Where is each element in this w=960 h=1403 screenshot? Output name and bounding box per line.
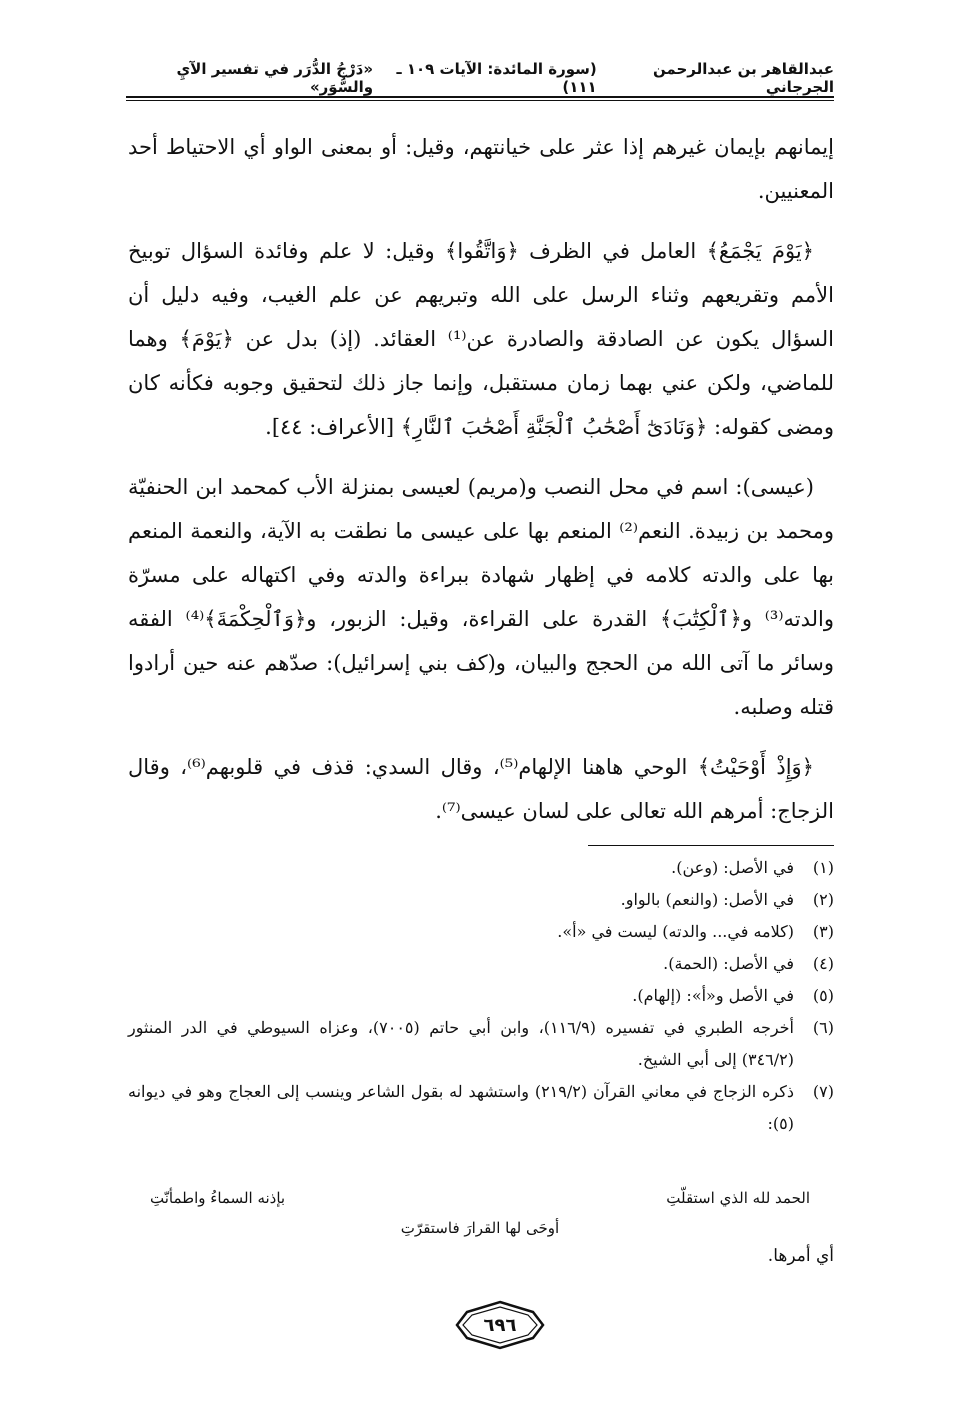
footnote-number: (١) [812, 858, 834, 877]
footnote-text: في الأصل: (الحمة). [663, 954, 794, 973]
footnote [128, 1076, 834, 1140]
footnote-text: في الأصل: (وعن). [671, 858, 794, 877]
paragraph-3: (عيسى): اسم في محل النصب و(مريم) لعيسى بمنزلة الأب كمحمد ابن الحنفيّة ومحمد بن زبيدة. النعم⁽²⁾ المنعم بها على عيسى ما نطقت به الآية، والنعمة المنعم بها على والدته كلامه في إظهار شهادة ببراءة والدته وفي اكتهاله على مسرّة والدته⁽³⁾ و﴿ٱلْكِتَٰبَ﴾ القدرة على القراءة، وقيل: الزبور، و﴿وَٱلْحِكْمَةَ﴾⁽⁴⁾ الفقه وسائر ما آتى الله من الحجج والبيان، و(كف بني إسرائيل): صدّهم عنه حين أرادوا قتله وصلبه. [128, 475, 835, 719]
footnote [128, 916, 834, 948]
header-rule-thin [126, 100, 834, 101]
paragraph-4: ﴿وَإِذْ أَوْحَيْتُ﴾ الوحي هاهنا الإلهام⁽⁵⁾، وقال السدي: قذف في قلوبهم⁽⁶⁾، وقال الزجاج: أمرهم الله تعالى على لسان عيسى⁽⁷⁾. [128, 755, 834, 823]
footnote [128, 948, 834, 980]
footnote-number: (٦) [812, 1018, 834, 1037]
footnote-text: ذكره الزجاج في معاني القرآن (٢١٩/٢) واستشهد له بقول الشاعر وينسب إلى العجاج وهو في ديوانه (٥): [128, 1082, 794, 1133]
poem-hemistich-1: الحمد لله الذي استقلّتِ [666, 1189, 810, 1207]
footnote [128, 980, 834, 1012]
poem-verse [150, 1183, 810, 1243]
footnote-number: (٧) [812, 1082, 834, 1101]
footnote [128, 1012, 834, 1076]
page-number: ٦٩٦ [483, 1314, 517, 1336]
footnotes [128, 852, 834, 1140]
footnote-text: في الأصل و«أ»: (إلهام). [632, 986, 794, 1005]
poem-line-2: أوحَى لها القرارَ فاستقرّتِ [400, 1219, 560, 1237]
footnote-continuation: أي أمرها. [767, 1246, 834, 1266]
footnote-number: (٢) [812, 890, 834, 909]
footnote-text: في الأصل: (والنعم) بالواو. [620, 890, 794, 909]
footnote [128, 884, 834, 916]
paragraph-1: إيمانهم بإيمان غيرهم إذا عثر على خيانتهم، وقيل: أو بمعنى الواو أي الاحتياط أحد المعنيين. [128, 135, 834, 203]
footnote-number: (٤) [812, 954, 834, 973]
running-header [126, 58, 834, 98]
header-section: (سورة المائدة: الآيات ١٠٩ ـ ١١١) [396, 60, 597, 96]
poem-hemistich-2: بإذنه السماءُ واطمأنّتِ [150, 1189, 286, 1207]
footnote-number: (٥) [812, 986, 834, 1005]
main-text [128, 125, 834, 849]
poem-line-1 [150, 1183, 810, 1213]
footnote [128, 852, 834, 884]
header-author: عبدالقاهر بن عبدالرحمن الجرجاني [652, 60, 834, 96]
header-rule [126, 96, 834, 98]
page-number-ornament [455, 1300, 545, 1350]
footnote-text: (كلامه في... والدته) ليست في «أ». [557, 922, 794, 941]
footnote-number: (٣) [812, 922, 834, 941]
paragraph-2: ﴿يَوْمَ يَجْمَعُ﴾ العامل في الظرف ﴿وَاتَّقُوا﴾ وقيل: لا علم وفائدة السؤال توبيخ الأمم وتقريعهم وثناء الرسل على الله وتبريهم عن علم الغيب، وفيه دليل أن السؤال يكون عن الصادقة والصادرة عن⁽¹⁾ العقائد. (إذ) بدل عن ﴿يَوْمَ﴾ وهما للماضي، ولكن عني بهما زمان مستقبل، وإنما جاز ذلك لتحقيق وجوبه فكأنه كان ومضى كقوله: ﴿وَنَادَىٰٓ أَصْحَٰبُ ٱلْجَنَّةِ أَصْحَٰبَ ٱلنَّارِ﴾ [الأعراف: ٤٤]. [128, 239, 835, 439]
footnote-text: أخرجه الطبري في تفسيره (١١٦/٩)، وابن أبي حاتم (٧٠٠٥)، وعزاه السيوطي في الدر المنثور (٣٤٦/٢) إلى أبي الشيخ. [128, 1018, 795, 1069]
header-book-title: «دَرْجُ الدُّرَر في تفسير الآيِ والسُّوَر» [176, 60, 374, 96]
footnote-divider [588, 845, 834, 846]
